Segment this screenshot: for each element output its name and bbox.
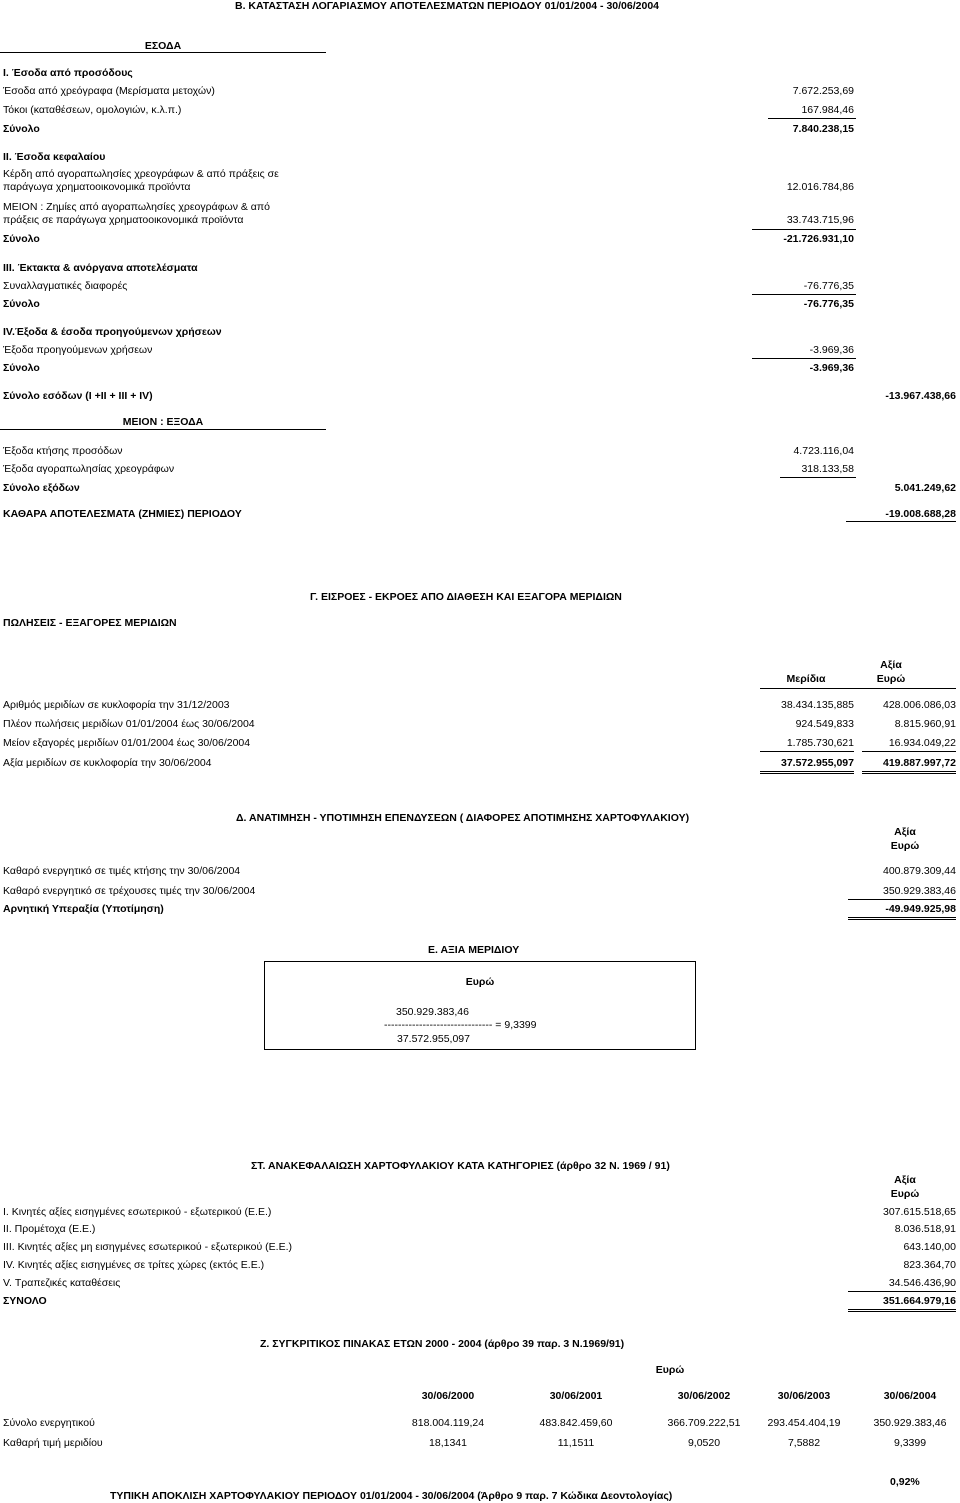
comparison-price-2002: 9,0520 <box>687 1437 721 1449</box>
units-header-rule <box>760 688 956 689</box>
portfolio-row-4-label: ΙV. Κινητές αξίες εισηγμένες σε τρίτες χώρες (εκτός Ε.Ε.) <box>3 1259 265 1271</box>
portfolio-row-2-label: ΙΙ. Προμέτοχα (Ε.Ε.) <box>3 1223 96 1235</box>
s3-total-label: Σύνολο <box>3 298 40 310</box>
portfolio-total-label: ΣΥΝΟΛΟ <box>3 1295 47 1307</box>
income-header-underline <box>0 52 326 53</box>
units-col-value-line-2: Ευρώ <box>876 673 906 685</box>
comparison-price-2000: 18,1341 <box>429 1437 467 1449</box>
s2-row-2-value: 33.743.715,96 <box>786 214 854 226</box>
comparison-currency: Ευρώ <box>655 1364 685 1376</box>
comparison-date-2000: 30/06/2000 <box>421 1390 475 1402</box>
s4-rule <box>752 358 856 359</box>
portfolio-total-value: 351.664.979,16 <box>883 1295 956 1307</box>
s1-row-2-value: 167.984,46 <box>801 104 854 116</box>
units-double-rule-1a <box>760 771 854 772</box>
net-result-rule <box>846 521 956 522</box>
tracking-deviation-label: ΤΥΠΙΚΗ ΑΠΟΚΛΙΣΗ ΧΑΡΤΟΦΥΛΑΚΙΟΥ ΠΕΡΙΟΔΟΥ 01/01/2004 - 30/06/2004 (Άρθρο 9 παρ. 7 Κώδικα Δεοντολογίας) <box>110 1490 673 1502</box>
expense-row-2-value: 318.133,58 <box>801 463 854 475</box>
income-header: ΕΣΟΔΑ <box>144 40 182 52</box>
units-title: Γ. ΕΙΣΡΟΕΣ - ΕΚΡΟΕΣ ΑΠΟ ΔΙΑΘΕΣΗ ΚΑΙ ΕΞΑΓΟΡΑ ΜΕΡΙΔΙΩΝ <box>310 591 622 603</box>
income-grand-total-label: Σύνολο εσόδων (Ι +ΙΙ + ΙΙΙ + ΙV) <box>3 390 153 402</box>
expense-row-1-value: 4.723.116,04 <box>793 445 854 457</box>
units-rule-col-2 <box>862 751 956 752</box>
tracking-deviation-value: 0,92% <box>890 1476 920 1488</box>
units-double-rule-1b <box>760 773 854 774</box>
comparison-title: Ζ. ΣΥΓΚΡΙΤΙΚΟΣ ΠΙΝΑΚΑΣ ΕΤΩΝ 2000 - 2004 (άρθρο 39 παρ. 3 Ν.1969/91) <box>260 1338 625 1350</box>
portfolio-row-3-value: 643.140,00 <box>903 1241 956 1253</box>
section-3-title: ΙΙΙ. Έκτακτα & ανόργανα αποτελέσματα <box>3 262 198 274</box>
portfolio-col-line-1: Αξία <box>894 1174 916 1186</box>
comparison-assets-2002: 366.709.222,51 <box>667 1417 741 1429</box>
units-row-2-units: 924.549,833 <box>795 718 854 730</box>
s4-total-label: Σύνολο <box>3 362 40 374</box>
comparison-assets-2000: 818.004.119,24 <box>411 1417 485 1429</box>
s1-total-value: 7.840.238,15 <box>792 123 854 135</box>
unit-value-box <box>264 961 696 1050</box>
s3-rule <box>752 294 856 295</box>
units-double-rule-2b <box>862 773 956 774</box>
s2-row-1-line-2: παράγωγα χρηματοοικονομικά προϊόντα <box>3 181 191 193</box>
valuation-title: Δ. ΑΝΑΤΙΜΗΣΗ - ΥΠΟΤΙΜΗΣΗ ΕΠΕΝΔΥΣΕΩΝ ( ΔΙΑΦΟΡΕΣ ΑΠΟΤΙΜΗΣΗΣ ΧΑΡΤΟΦΥΛΑΚΙΟΥ) <box>236 812 690 824</box>
portfolio-col-line-2: Ευρώ <box>890 1188 920 1200</box>
comparison-date-2001: 30/06/2001 <box>549 1390 603 1402</box>
portfolio-double-rule-b <box>848 1311 956 1312</box>
s1-row-1-value: 7.672.253,69 <box>792 85 854 97</box>
s2-total-label: Σύνολο <box>3 233 40 245</box>
unit-value-denominator: 37.572.955,097 <box>397 1033 470 1045</box>
units-row-3-value: 16.934.049,22 <box>888 737 956 749</box>
unit-value-numerator: 350.929.383,46 <box>396 1006 469 1018</box>
income-grand-total-value: -13.967.438,66 <box>885 390 956 402</box>
units-row-1-units: 38.434.135,885 <box>781 699 854 711</box>
s1-rule <box>768 118 856 119</box>
valuation-double-rule-b <box>848 919 956 920</box>
s4-row-1-value: -3.969,36 <box>809 344 854 356</box>
s2-row-2-line-1: ΜΕΙΟΝ : Ζημίες από αγοραπωλησίες χρεογράφων & από <box>3 201 270 213</box>
unit-value-title: Ε. ΑΞΙΑ ΜΕΡΙΔΙΟΥ <box>428 944 520 956</box>
s2-row-2-line-2: πράξεις σε παράγωγα χρηματοοικονομικά προϊόντα <box>3 214 244 226</box>
s3-total-value: -76.776,35 <box>803 298 854 310</box>
comparison-price-2003: 7,5882 <box>787 1437 821 1449</box>
net-result-label: ΚΑΘΑΡΑ ΑΠΟΤΕΛΕΣΜΑΤΑ (ΖΗΜΙΕΣ) ΠΕΡΙΟΔΟΥ <box>3 508 242 520</box>
s3-row-1-value: -76.776,35 <box>803 280 854 292</box>
s1-row-2-label: Τόκοι (καταθέσεων, ομολογιών, κ.λ.π.) <box>3 104 182 116</box>
portfolio-title: ΣΤ. ΑΝΑΚΕΦΑΛΑΙΩΣΗ ΧΑΡΤΟΦΥΛΑΚΙΟΥ ΚΑΤΑ ΚΑΤΗΓΟΡΙΕΣ (άρθρο 32 Ν. 1969 / 91) <box>251 1160 670 1172</box>
expenses-total-value: 5.041.249,62 <box>894 482 956 494</box>
comparison-assets-2001: 483.842.459,60 <box>539 1417 613 1429</box>
portfolio-row-5-value: 34.546.436,90 <box>888 1277 956 1289</box>
s1-row-1-label: Έσοδα από χρεόγραφα (Μερίσματα μετοχών) <box>3 85 215 97</box>
valuation-rule <box>848 899 956 900</box>
comparison-date-2003: 30/06/2003 <box>777 1390 831 1402</box>
s2-rule <box>752 229 856 230</box>
portfolio-row-2-value: 8.036.518,91 <box>894 1223 956 1235</box>
units-row-4-value: 419.887.997,72 <box>883 757 956 769</box>
units-row-4-label: Αξία μεριδίων σε κυκλοφορία την 30/06/2004 <box>3 757 212 769</box>
valuation-row-2-value: 350.929.383,46 <box>883 885 956 897</box>
portfolio-row-3-label: ΙΙΙ. Κινητές αξίες μη εισηγμένες εσωτερικού - εξωτερικού (Ε.Ε.) <box>3 1241 293 1253</box>
s2-total-value: -21.726.931,10 <box>783 233 854 245</box>
expenses-total-label: Σύνολο εξόδων <box>3 482 80 494</box>
expenses-header-underline <box>0 429 326 430</box>
comparison-assets-2004: 350.929.383,46 <box>873 1417 947 1429</box>
comparison-date-2004: 30/06/2004 <box>883 1390 937 1402</box>
units-row-1-value: 428.006.086,03 <box>883 699 956 711</box>
s1-total-label: Σύνολο <box>3 123 40 135</box>
valuation-col-line-1: Αξία <box>894 826 916 838</box>
units-row-2-label: Πλέον πωλήσεις μεριδίων 01/01/2004 έως 30/06/2004 <box>3 718 255 730</box>
valuation-double-rule-a <box>848 917 956 918</box>
comparison-price-2001: 11,1511 <box>557 1437 595 1449</box>
portfolio-row-5-label: V. Τραπεζικές καταθέσεις <box>3 1277 121 1289</box>
s4-row-1-label: Έξοδα προηγούμενων χρήσεων <box>3 344 153 356</box>
comparison-date-2002: 30/06/2002 <box>677 1390 731 1402</box>
portfolio-row-1-label: Ι. Κινητές αξίες εισηγμένες εσωτερικού - εξωτερικού (Ε.Ε.) <box>3 1206 272 1218</box>
section-2-title: ΙΙ. Έσοδα κεφαλαίου <box>3 151 106 163</box>
units-rule-col-1 <box>760 751 854 752</box>
units-row-1-label: Αριθμός μεριδίων σε κυκλοφορία την 31/12/2003 <box>3 699 230 711</box>
units-row-2-value: 8.815.960,91 <box>894 718 956 730</box>
units-double-rule-2a <box>862 771 956 772</box>
units-row-3-label: Μείον εξαγορές μεριδίων 01/01/2004 έως 30/06/2004 <box>3 737 251 749</box>
valuation-total-value: -49.949.925,98 <box>885 903 956 915</box>
net-result-value: -19.008.688,28 <box>885 508 956 520</box>
s2-row-1-value: 12.016.784,86 <box>786 181 854 193</box>
valuation-total-label: Αρνητική Υπεραξία (Υποτίμηση) <box>3 903 164 915</box>
units-subtitle: ΠΩΛΗΣΕΙΣ - ΕΞΑΓΟΡΕΣ ΜΕΡΙΔΙΩΝ <box>3 617 177 629</box>
units-row-4-units: 37.572.955,097 <box>781 757 854 769</box>
valuation-row-2-label: Καθαρό ενεργητικό σε τρέχουσες τιμές την 30/06/2004 <box>3 885 256 897</box>
valuation-row-1-value: 400.879.309,44 <box>883 865 956 877</box>
comparison-assets-2003: 293.454.404,19 <box>767 1417 841 1429</box>
expenses-header: ΜΕΙΟΝ : ΕΞΟΔΑ <box>122 416 204 428</box>
section-4-title: ΙV.Έξοδα & έσοδα προηγούμενων χρήσεων <box>3 326 222 338</box>
valuation-col-line-2: Ευρώ <box>890 840 920 852</box>
units-col-value-line-1: Αξία <box>880 659 902 671</box>
units-row-3-units: 1.785.730,621 <box>786 737 854 749</box>
page-title: Β. ΚΑΤΑΣΤΑΣΗ ΛΟΓΑΡΙΑΣΜΟΥ ΑΠΟΤΕΛΕΣΜΑΤΩΝ ΠΕΡΙΟΔΟΥ 01/01/2004 - 30/06/2004 <box>235 0 659 12</box>
portfolio-double-rule-a <box>848 1309 956 1310</box>
units-col-units: Μερίδια <box>786 673 826 685</box>
valuation-row-1-label: Καθαρό ενεργητικό σε τιμές κτήσης την 30/06/2004 <box>3 865 241 877</box>
expense-row-2-label: Έξοδα αγοραπωλησίας χρεογράφων <box>3 463 175 475</box>
s2-row-1-line-1: Κέρδη από αγοραπωλησίες χρεογράφων & από πράξεις σε <box>3 168 279 180</box>
portfolio-row-1-value: 307.615.518,65 <box>883 1206 956 1218</box>
comparison-assets-label: Σύνολο ενεργητικού <box>3 1417 95 1429</box>
unit-value-fraction-line: ------------------------------- = 9,3399 <box>384 1019 537 1031</box>
comparison-price-2004: 9,3399 <box>893 1437 927 1449</box>
portfolio-row-4-value: 823.364,70 <box>903 1259 956 1271</box>
s3-row-1-label: Συναλλαγματικές διαφορές <box>3 280 128 292</box>
unit-value-currency: Ευρώ <box>465 976 495 988</box>
portfolio-rule <box>848 1291 956 1292</box>
s4-total-value: -3.969,36 <box>809 362 854 374</box>
comparison-price-label: Καθαρή τιμή μεριδίου <box>3 1437 103 1449</box>
expense-row-1-label: Έξοδα κτήσης προσόδων <box>3 445 123 457</box>
expenses-rule <box>780 477 856 478</box>
section-1-title: Ι. Έσοδα από προσόδους <box>3 67 133 79</box>
